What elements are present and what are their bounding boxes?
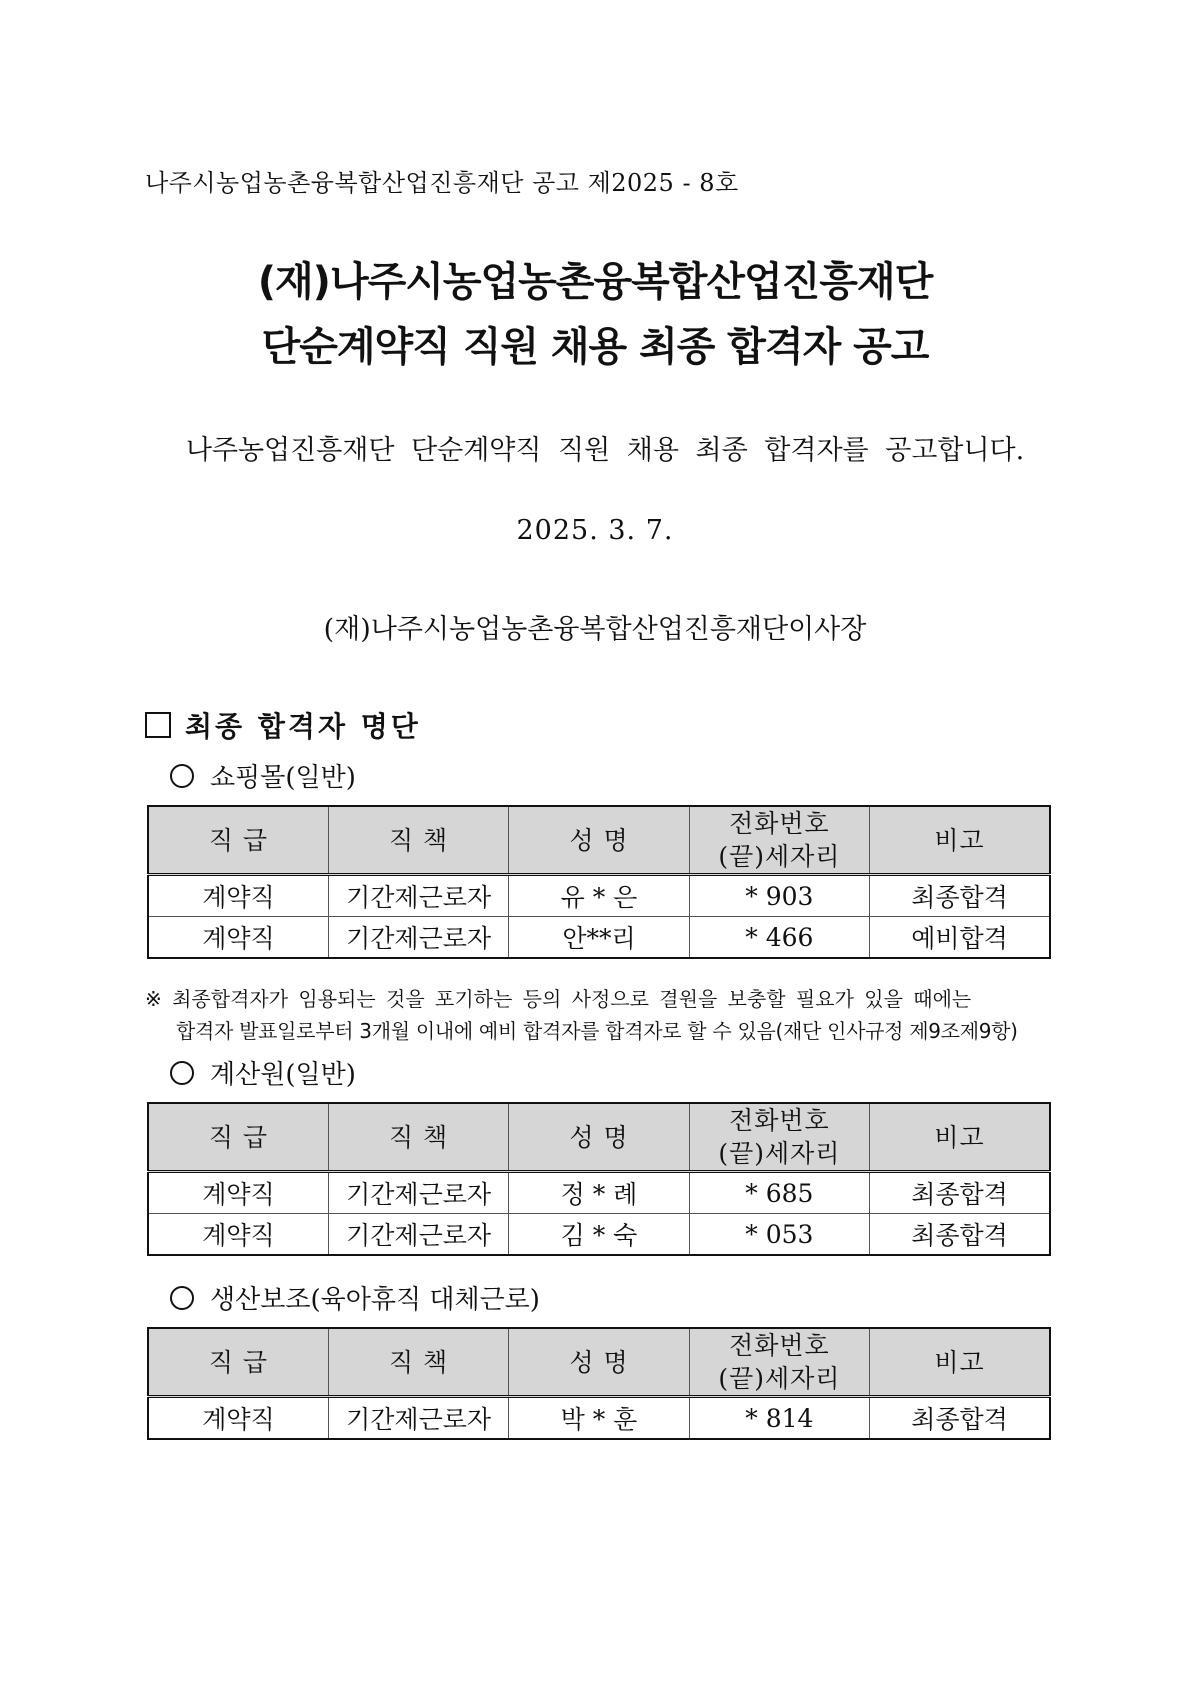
header-grade: 직 급 xyxy=(148,806,328,875)
header-phone-line1: 전화번호 xyxy=(729,1106,830,1135)
cell-phone: * 053 xyxy=(689,1214,869,1256)
group-title-production-assistant xyxy=(170,1279,540,1316)
circle-bullet-icon xyxy=(170,1286,194,1310)
cell-remark: 최종합격 xyxy=(870,1214,1050,1256)
cell-duty: 기간제근로자 xyxy=(328,1214,508,1256)
document-title-line1: (재)나주시농업농촌융복합산업진흥재단 xyxy=(257,259,933,305)
header-phone xyxy=(689,1103,869,1172)
issuer: (재)나주시농업농촌융복합산업진흥재단이사장 xyxy=(323,614,867,645)
cell-remark: 최종합격 xyxy=(870,1172,1050,1214)
results-table-shopping-mall xyxy=(147,805,1051,959)
header-remark: 비고 xyxy=(870,806,1050,875)
header-phone-line2: (끝)세자리 xyxy=(718,842,841,871)
cell-duty: 기간제근로자 xyxy=(328,875,508,917)
cell-grade: 계약직 xyxy=(148,917,328,959)
header-phone-line2: (끝)세자리 xyxy=(718,1139,841,1168)
table-row xyxy=(148,1172,1050,1214)
intro-text: 나주농업진흥재단 단순계약직 직원 채용 최종 합격자를 공고합니다. xyxy=(185,435,1025,466)
header-phone-line2: (끝)세자리 xyxy=(718,1364,841,1393)
table-row xyxy=(148,917,1050,959)
results-table-cashier xyxy=(147,1102,1051,1256)
group-title-text: 생산보조(육아휴직 대체근로) xyxy=(210,1285,540,1315)
header-duty: 직 책 xyxy=(328,806,508,875)
table-row xyxy=(148,1214,1050,1256)
table-row xyxy=(148,1397,1050,1440)
header-remark: 비고 xyxy=(870,1328,1050,1397)
cell-grade: 계약직 xyxy=(148,875,328,917)
cell-duty: 기간제근로자 xyxy=(328,1397,508,1440)
cell-phone: * 685 xyxy=(689,1172,869,1214)
cell-grade: 계약직 xyxy=(148,1214,328,1256)
table-header-row xyxy=(148,1328,1050,1397)
cell-phone: * 814 xyxy=(689,1397,869,1440)
cell-phone: * 903 xyxy=(689,875,869,917)
cell-duty: 기간제근로자 xyxy=(328,917,508,959)
header-phone xyxy=(689,1328,869,1397)
circle-bullet-icon xyxy=(170,1061,194,1085)
header-phone-line1: 전화번호 xyxy=(729,809,830,838)
cell-phone: * 466 xyxy=(689,917,869,959)
section-heading xyxy=(145,705,421,745)
cell-name: 정 * 례 xyxy=(509,1172,689,1214)
cell-grade: 계약직 xyxy=(148,1172,328,1214)
header-duty: 직 책 xyxy=(328,1103,508,1172)
section-heading-text: 최종 합격자 명단 xyxy=(185,710,421,743)
header-phone xyxy=(689,806,869,875)
header-duty: 직 책 xyxy=(328,1328,508,1397)
note-line1: ※ 최종합격자가 임용되는 것을 포기하는 등의 사정으로 결원을 보충할 필요가 있을 때에는 xyxy=(145,987,972,1011)
header-phone-line1: 전화번호 xyxy=(729,1331,830,1360)
table-header-row xyxy=(148,1103,1050,1172)
square-bullet-icon xyxy=(145,712,171,738)
document-title-line2: 단순계약직 직원 채용 최종 합격자 공고 xyxy=(261,324,929,370)
header-grade: 직 급 xyxy=(148,1103,328,1172)
cell-remark: 최종합격 xyxy=(870,1397,1050,1440)
cell-name: 유 * 은 xyxy=(509,875,689,917)
notice-number: 나주시농업농촌융복합산업진흥재단 공고 제2025 - 8호 xyxy=(145,169,739,197)
cell-name: 김 * 숙 xyxy=(509,1214,689,1256)
cell-remark: 예비합격 xyxy=(870,917,1050,959)
header-name: 성 명 xyxy=(509,1103,689,1172)
cell-name: 박 * 훈 xyxy=(509,1397,689,1440)
group-title-shopping-mall xyxy=(170,757,356,794)
header-remark: 비고 xyxy=(870,1103,1050,1172)
cell-duty: 기간제근로자 xyxy=(328,1172,508,1214)
notice-date: 2025. 3. 7. xyxy=(516,515,674,546)
results-table-production-assistant xyxy=(147,1327,1051,1440)
header-name: 성 명 xyxy=(509,806,689,875)
cell-name: 안**리 xyxy=(509,917,689,959)
circle-bullet-icon xyxy=(170,764,194,788)
group-title-text: 계산원(일반) xyxy=(210,1060,356,1090)
note-line2: 합격자 발표일로부터 3개월 이내에 예비 합격자를 합격자로 할 수 있음(재단 인사규정 제9조제9항) xyxy=(176,1019,1018,1043)
cell-remark: 최종합격 xyxy=(870,875,1050,917)
group-title-text: 쇼핑몰(일반) xyxy=(210,763,356,793)
cell-grade: 계약직 xyxy=(148,1397,328,1440)
header-name: 성 명 xyxy=(509,1328,689,1397)
group-title-cashier xyxy=(170,1054,356,1091)
table-row xyxy=(148,875,1050,917)
header-grade: 직 급 xyxy=(148,1328,328,1397)
table-header-row xyxy=(148,806,1050,875)
